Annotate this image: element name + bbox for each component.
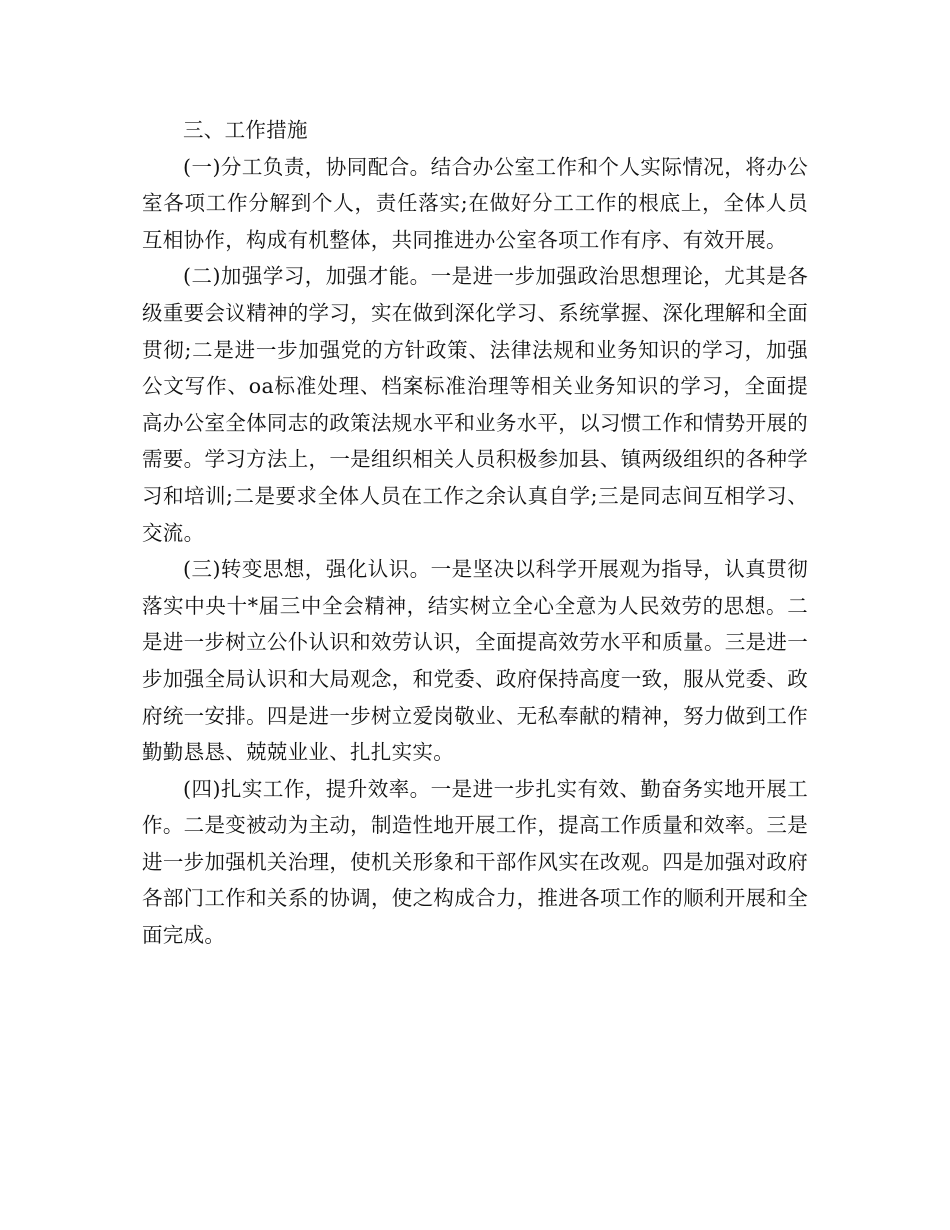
paragraph-change-thinking: (三)转变思想，强化认识。一是坚决以科学开展观为指导，认真贯彻落实中央十*届三中全会精神，结实树立全心全意为人民效劳的思想。二是进一步树立公仆认识和效劳认识，全面提高效劳水平和质量。三是进一步加强全局认识和大局观念，和党委、政府保持高度一致，服从党委、政府统一安排。四是进一步树立爱岗敬业、无私奉献的精神，努力做到工作勤勤恳恳、兢兢业业、扎扎实实。 <box>142 557 808 765</box>
document-body <box>142 112 808 954</box>
paragraph-division-of-labor: (一)分工负责，协同配合。结合办公室工作和个人实际情况，将办公室各项工作分解到个人，责任落实;在做好分工工作的根底上，全体人员互相协作，构成有机整体，共同推进办公室各项工作有序、有效开展。 <box>142 154 808 252</box>
paragraph-strengthen-learning: (二)加强学习，加强才能。一是进一步加强政治思想理论，尤其是各级重要会议精神的学习，实在做到深化学习、系统掌握、深化理解和全面贯彻;二是进一步加强党的方针政策、法律法规和业务知识的学习，加强公文写作、oa标准处理、档案标准治理等相关业务知识的学习，全面提高办公室全体同志的政策法规水平和业务水平，以习惯工作和情势开展的需要。学习方法上，一是组织相关人员积极参加县、镇两级组织的各种学习和培训;二是要求全体人员在工作之余认真自学;三是同志间互相学习、交流。 <box>142 264 808 545</box>
paragraph-solid-work: (四)扎实工作，提升效率。一是进一步扎实有效、勤奋务实地开展工作。二是变被动为主动，制造性地开展工作，提高工作质量和效率。三是进一步加强机关治理，使机关形象和干部作风实在改观。四是加强对政府各部门工作和关系的协调，使之构成合力，推进各项工作的顺利开展和全面完成。 <box>142 776 808 948</box>
section-heading: 三、工作措施 <box>183 118 308 142</box>
